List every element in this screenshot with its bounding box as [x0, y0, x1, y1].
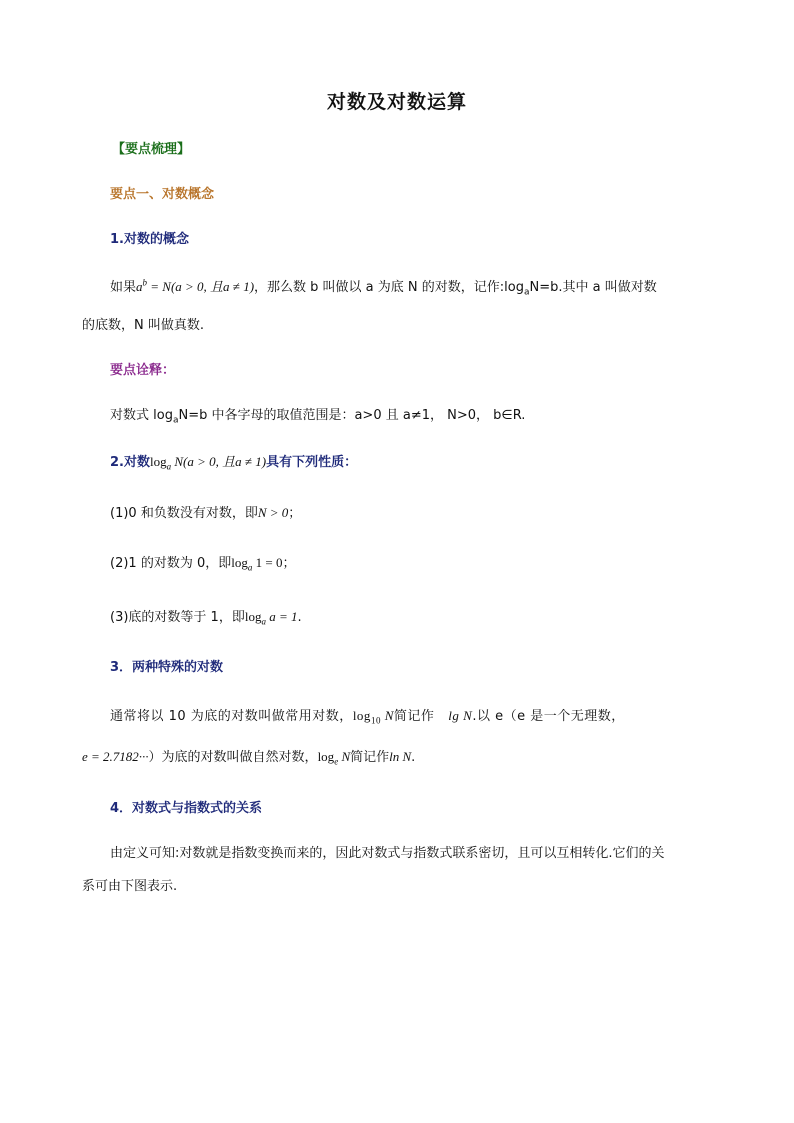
prop2-sub: a	[247, 562, 253, 573]
p1-math-condition: = N(a > 0, 且a ≠ 1)	[147, 279, 255, 294]
prop1-end: ；	[288, 506, 302, 521]
p3-e: 简记作	[350, 750, 390, 765]
prop3-end: .	[297, 610, 302, 625]
p1-math-a: a	[136, 279, 143, 294]
note-text-a: 对数式 log	[110, 408, 173, 423]
p1-lead: 如果	[110, 280, 137, 295]
p3-c: .以 e（e 是一个无理数，	[472, 709, 625, 724]
prop1-math: N > 0	[257, 505, 289, 520]
p3-b: 简记作	[393, 709, 435, 724]
p3-log: log	[352, 708, 371, 723]
p3-f: .	[411, 750, 416, 765]
property-3	[110, 606, 302, 627]
subsection-2-heading	[110, 451, 357, 472]
sub2-log: log	[149, 454, 167, 469]
p1-sup: b	[142, 277, 148, 288]
note-heading: 要点诠释：	[110, 363, 176, 378]
paragraph-1-line-2: 的底数，N 叫做真数.	[82, 318, 204, 333]
subsection-3-heading: 3．两种特殊的对数	[110, 660, 224, 675]
point-one-heading: 要点一、对数概念	[110, 187, 215, 202]
p3-sub: 10	[370, 715, 381, 726]
section-tag: 【要点梳理】	[112, 142, 191, 157]
prop2-math: 1 = 0	[252, 555, 283, 570]
paragraph-4-line-2: 系可由下图表示.	[82, 879, 178, 894]
note-sub: a	[172, 415, 179, 426]
p3-ln: ln N	[389, 749, 412, 764]
p3-e-value: e = 2.7182···	[82, 749, 149, 764]
prop3-sub: a	[261, 616, 266, 627]
prop1-text: (1)0 和负数没有对数，即	[110, 506, 258, 521]
subsection-1-heading: 1.对数的概念	[110, 232, 189, 247]
page-title: 对数及对数运算	[326, 91, 467, 113]
property-2	[110, 552, 295, 573]
p3-d: ）为底的对数叫做自然对数，	[148, 750, 318, 765]
subsection-4-heading: 4．对数式与指数式的关系	[110, 801, 263, 816]
prop3-text: (3)底的对数等于 1，即	[110, 610, 245, 625]
p3-lg: lg N	[448, 708, 473, 723]
paragraph-3-line-2	[82, 746, 415, 767]
p3-n: N	[380, 708, 394, 723]
prop2-text: (2)1 的对数为 0，即	[110, 556, 232, 571]
p3-n2: N	[338, 749, 351, 764]
prop3-log: log	[244, 609, 262, 624]
sub2-tail: 具有下列性质：	[266, 455, 358, 470]
sub2-lead: 2.对数	[110, 455, 150, 470]
paragraph-1-line-1	[110, 276, 657, 298]
p3-log2: log	[317, 749, 335, 764]
p1-text: ，那么数 b 叫做以 a 为底 N 的对数，记作:log	[254, 280, 524, 295]
paragraph-3-line-1	[110, 705, 625, 726]
note-text-b: N=b 中各字母的取值范围是：a>0 且 a≠1， N>0， b∈R.	[178, 408, 526, 423]
p1-sub: a	[523, 287, 530, 298]
paragraph-4-line-1: 由定义可知:对数就是指数变换而来的，因此对数式与指数式联系密切，且可以互相转化.它们的关	[110, 846, 665, 861]
p1-text-2: N=b.其中 a 叫做对数	[529, 280, 657, 295]
sub2-sub: a	[166, 461, 172, 472]
prop2-log: log	[231, 555, 248, 570]
p3-sub2: e	[334, 756, 339, 767]
property-1	[110, 502, 301, 521]
note-text	[110, 404, 525, 426]
sub2-math: N(a > 0, 且a ≠ 1)	[171, 454, 267, 469]
p3-a: 通常将以 10 为底的对数叫做常用对数，	[110, 709, 353, 724]
prop2-end: ；	[282, 556, 296, 571]
prop3-math: a = 1	[265, 609, 298, 624]
